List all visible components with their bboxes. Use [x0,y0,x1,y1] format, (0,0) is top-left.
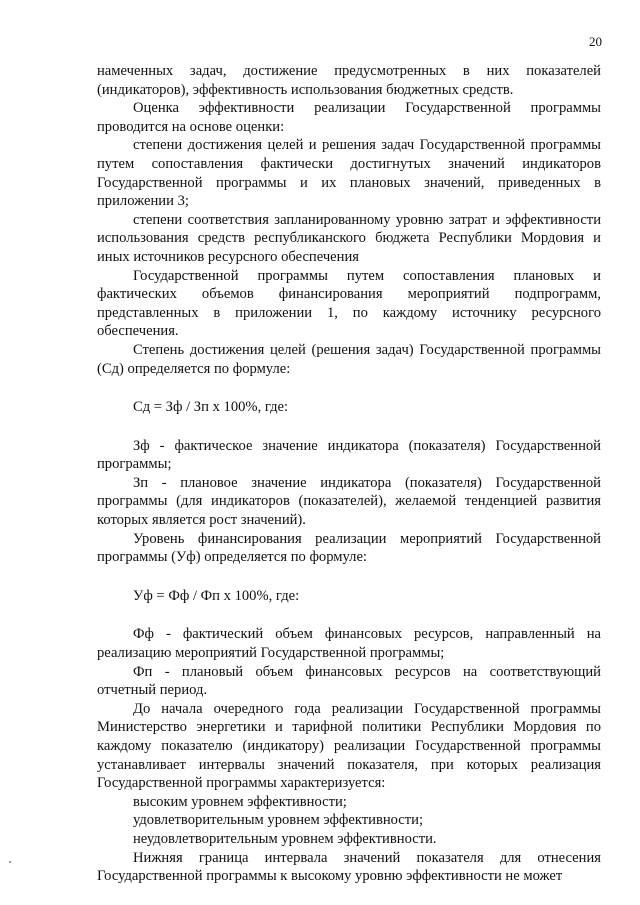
paragraph: Нижняя граница интервала значений показателя для отнесения Государственной программы к высокому уровню эффективности не может [97,849,601,885]
paragraph: Фф - фактический объем финансовых ресурсов, направленный на реализацию мероприятий Государственной программы; [97,626,601,662]
paragraph: Степень достижения целей (решения задач) Государственной программы (Сд) определяется по формуле: [97,341,601,377]
paragraph: Фп - плановый объем финансовых ресурсов на соответствующий отчетный период. [97,663,601,699]
paragraph: Оценка эффективности реализации Государственной программы проводится на основе оценки: [97,100,601,135]
paragraph: Государственной программы путем сопоставления плановых и фактических объемов финансирования мероприятий подпрограмм, представленных в приложении 1, по каждому источнику ресурсного обеспечения. [97,267,601,340]
list-item: высоким уровнем эффективности; [133,793,347,810]
page-number: 20 [589,34,602,49]
paragraph: Зф - фактическое значение индикатора (показателя) Государственной программы; [97,437,601,473]
list-item: неудовлетворительным уровнем эффективности. [133,830,437,847]
formula: Уф = Фф / Фп х 100%, где: [133,587,300,604]
paragraph: До начала очередного года реализации Государственной программы Министерство энергетики и тарифной политики Республики Мордовия по каждому показателю (индикатору) реализации Государственной программы устанавливает интервалы значений показателя, при которых реализация Государственной программы характеризуется: [97,700,601,792]
document-body [97,62,601,886]
paragraph: намеченных задач, достижение предусмотренных в них показателей (индикаторов), эффективность использования бюджетных средств. [97,63,601,98]
paragraph: степени соответствия запланированному уровню затрат и эффективности использования средств республиканского бюджета Республики Мордовия и иных источников ресурсного обеспечения [97,211,601,265]
list-item: удовлетворительным уровнем эффективности; [133,812,424,829]
scan-speck [9,861,11,863]
paragraph: Уровень финансирования реализации мероприятий Государственной программы (Уф) определяется по формуле: [97,530,601,566]
paragraph: Зп - плановое значение индикатора (показателя) Государственной программы (для индикаторов (показателей), желаемой тенденцией развития которых является рост значений). [97,474,601,529]
formula: Сд = Зф / Зп х 100%, где: [133,399,289,416]
paragraph: степени достижения целей и решения задач Государственной программы путем сопоставления фактически достигнутых значений индикаторов Государственной программы и их плановых значений, приведенных в приложении 3; [97,137,601,210]
